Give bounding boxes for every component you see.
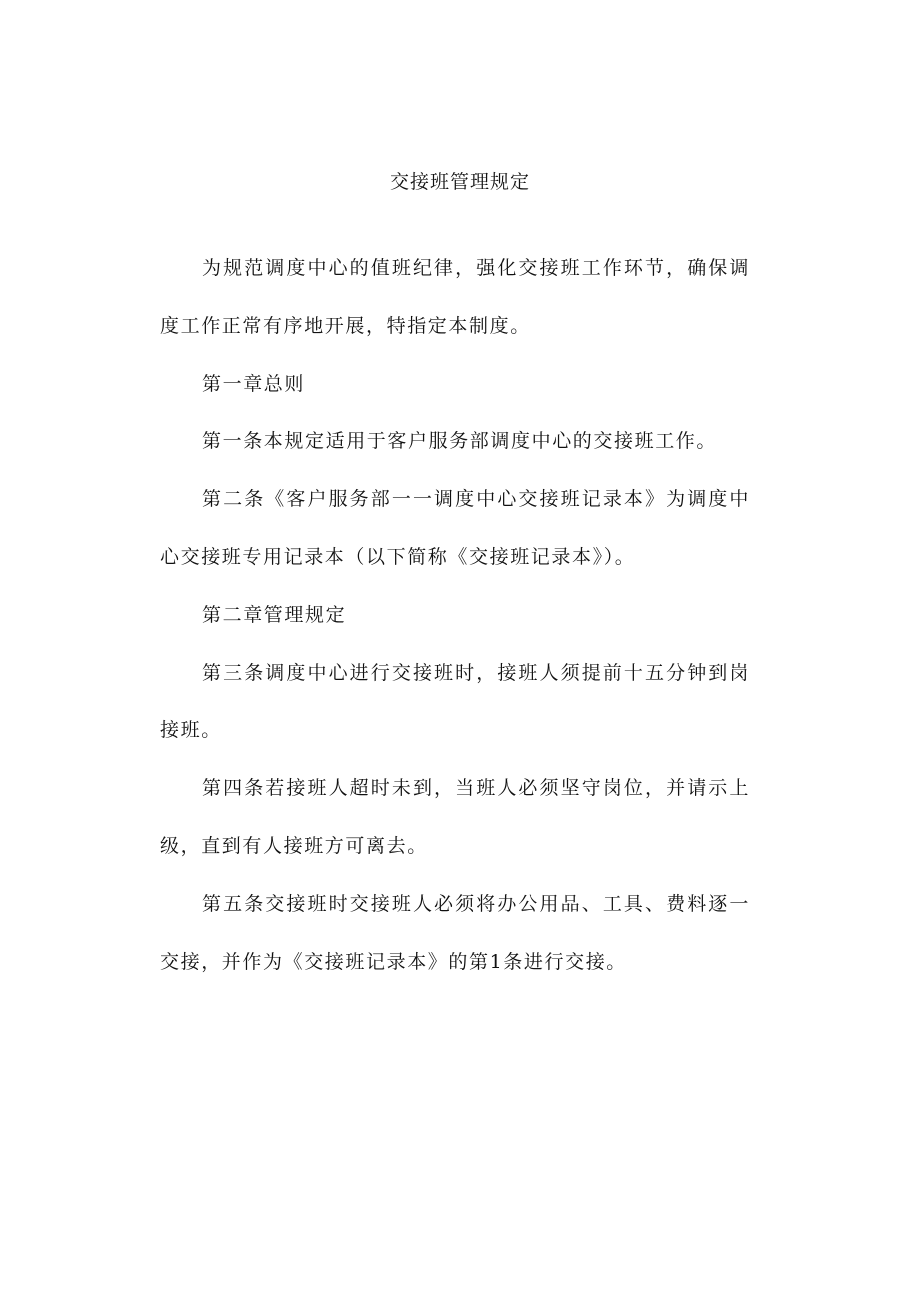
article-2-paragraph: 第二条《客户服务部一一调度中心交接班记录本》为调度中心交接班专用记录本（以下简称《交接班记录本》）。 [160, 488, 750, 568]
article-5-paragraph: 第五条交接班时交接班人必须将办公用品、工具、费料逐一交接，并作为《交接班记录本》的第1条进行交接。 [160, 892, 750, 973]
document-title: 交接班管理规定 [389, 171, 530, 193]
chapter-1-heading: 第一章总则 [202, 372, 306, 395]
document-body [160, 240, 750, 991]
article-4-paragraph: 第四条若接班人超时未到，当班人必须坚守岗位，并请示上级，直到有人接班方可离去。 [160, 777, 750, 857]
intro-paragraph: 为规范调度中心的值班纪律，强化交接班工作环节，确保调度工作正常有序地开展，特指定本制度。 [160, 257, 750, 337]
chapter-2-heading: 第二章管理规定 [202, 603, 347, 626]
article-3-paragraph: 第三条调度中心进行交接班时，接班人须提前十五分钟到岗接班。 [160, 661, 750, 742]
article-1-paragraph: 第一条本规定适用于客户服务部调度中心的交接班工作。 [202, 430, 718, 453]
